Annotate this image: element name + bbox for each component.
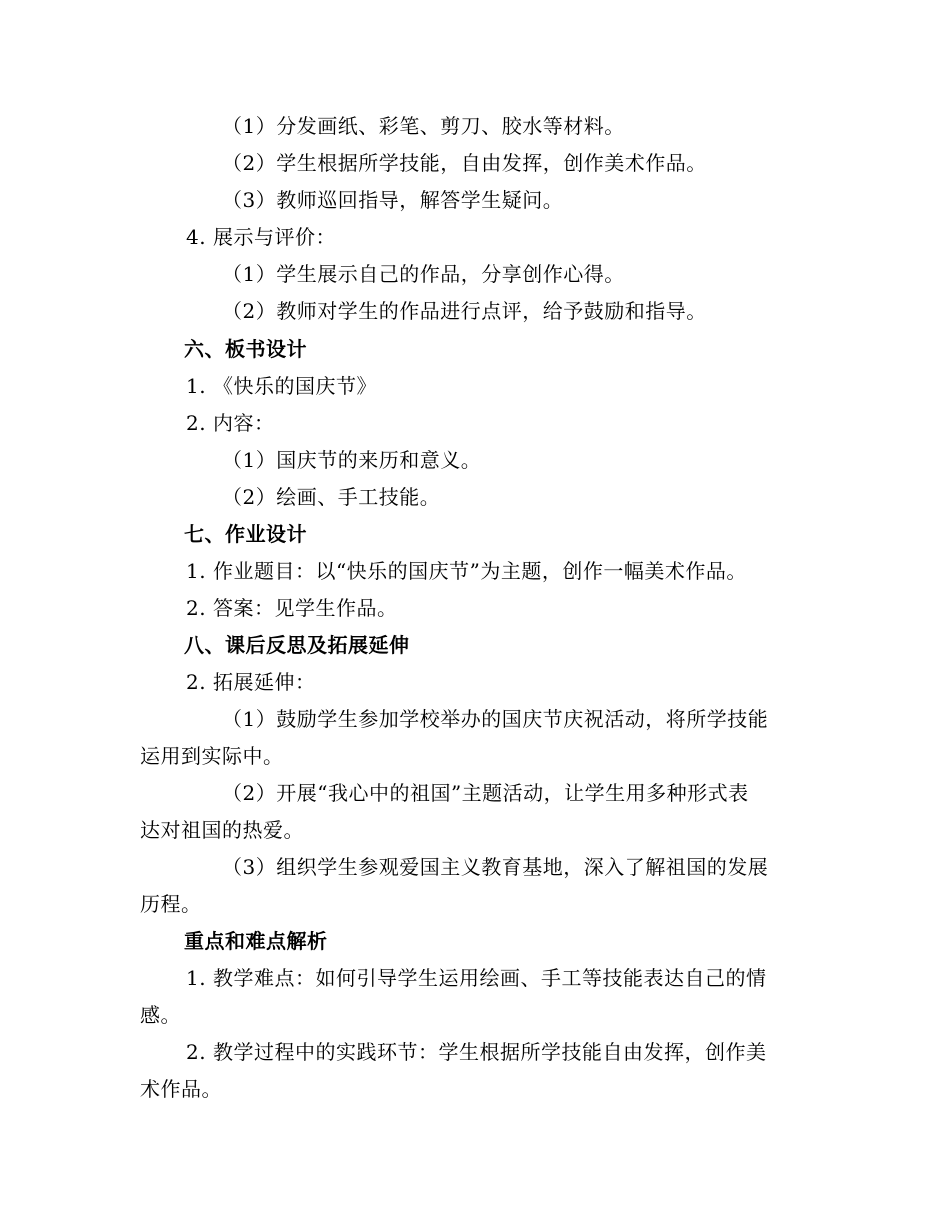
key-point-1-cont: 感。: [140, 1003, 181, 1027]
homework-item-2: 2. 答案：见学生作品。: [186, 596, 398, 620]
extension-item-2-cont: 达对祖国的热爱。: [140, 818, 304, 842]
step-4-title: 4. 展示与评价：: [186, 225, 336, 249]
step-4-item-2: （2）教师对学生的作品进行点评，给予鼓励和指导。: [222, 299, 707, 323]
extension-item-2: （2）开展“我心中的祖国”主题活动，让学生用多种形式表: [222, 781, 749, 805]
board-content-1: （1）国庆节的来历和意义。: [222, 448, 482, 472]
extension-item-3: （3）组织学生参观爱国主义教育基地，深入了解祖国的发展: [222, 855, 769, 879]
key-point-1: 1. 教学难点：如何引导学生运用绘画、手工等技能表达自己的情: [186, 966, 767, 990]
board-item-2: 2. 内容：: [186, 411, 275, 435]
extension-item-3-cont: 历程。: [140, 892, 202, 916]
key-point-2-cont: 术作品。: [140, 1077, 222, 1101]
homework-item-1: 1. 作业题目：以“快乐的国庆节”为主题，创作一幅美术作品。: [186, 559, 747, 583]
step-4-item-1: （1）学生展示自己的作品，分享创作心得。: [222, 262, 625, 286]
section-8-heading: 八、课后反思及拓展延伸: [184, 633, 410, 657]
extension-title: 2. 拓展延伸：: [186, 670, 316, 694]
section-7-heading: 七、作业设计: [184, 522, 307, 546]
extension-item-1: （1）鼓励学生参加学校举办的国庆节庆祝活动，将所学技能: [222, 707, 769, 731]
step-3-item-3: （3）教师巡回指导，解答学生疑问。: [222, 188, 564, 212]
extension-item-1-cont: 运用到实际中。: [140, 744, 284, 768]
step-3-item-2: （2）学生根据所学技能，自由发挥，创作美术作品。: [222, 151, 707, 175]
key-point-2: 2. 教学过程中的实践环节：学生根据所学技能自由发挥，创作美: [186, 1040, 767, 1064]
board-item-1: 1. 《快乐的国庆节》: [186, 374, 377, 398]
board-content-2: （2）绘画、手工技能。: [222, 485, 441, 509]
step-3-item-1: （1）分发画纸、彩笔、剪刀、胶水等材料。: [222, 114, 625, 138]
key-points-heading: 重点和难点解析: [184, 929, 328, 953]
section-6-heading: 六、板书设计: [184, 337, 307, 361]
